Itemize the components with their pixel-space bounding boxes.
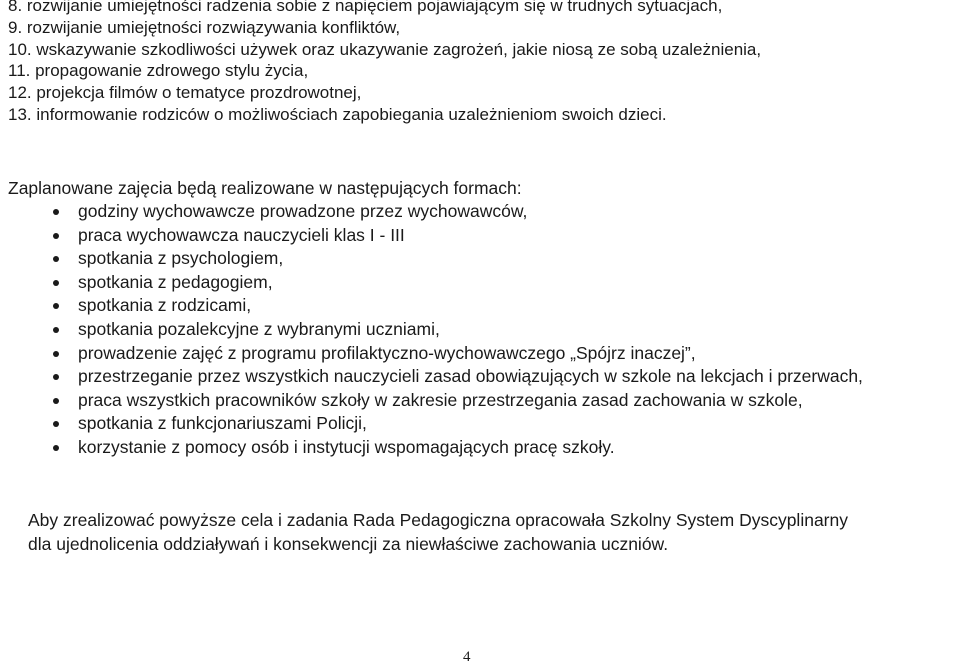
forms-bullet-list: [0, 200, 863, 460]
list-item: 12. projekcja filmów o tematyce prozdrowotnej,: [8, 83, 362, 103]
bullet-icon: [53, 209, 59, 215]
closing-line: Aby zrealizować powyższe cela i zadania Rada Pedagogiczna opracowała Szkolny System Dyscyplinarny: [28, 510, 848, 530]
list-item-text: przestrzeganie przez wszystkich nauczycieli zasad obowiązujących w szkole na lekcjach i przerwach,: [78, 366, 863, 387]
list-item: 8. rozwijanie umiejętności radzenia sobie z napięciem pojawiającym się w trudnych sytuacjach,: [8, 0, 723, 15]
list-item: [0, 412, 863, 436]
list-item-text: spotkania pozalekcyjne z wybranymi uczniami,: [78, 318, 440, 339]
list-item: [0, 318, 863, 342]
bullet-icon: [53, 256, 59, 262]
list-item-text: praca wszystkich pracowników szkoły w zakresie przestrzegania zasad zachowania w szkole,: [78, 389, 803, 410]
list-item: 13. informowanie rodziców o możliwościach zapobiegania uzależnieniom swoich dzieci.: [8, 104, 667, 124]
list-item-text: praca wychowawcza nauczycieli klas I - III: [78, 224, 405, 245]
bullet-icon: [53, 280, 59, 286]
list-item-text: spotkania z funkcjonariuszami Policji,: [78, 413, 367, 434]
closing-paragraph: [28, 508, 848, 556]
list-item: [0, 342, 863, 366]
list-item: 9. rozwijanie umiejętności rozwiązywania konfliktów,: [8, 17, 401, 37]
list-item: [0, 389, 863, 413]
page-number: 4: [463, 649, 471, 665]
list-item-text: spotkania z pedagogiem,: [78, 271, 273, 292]
bullet-icon: [53, 327, 59, 333]
list-item: [0, 365, 863, 389]
bullet-icon: [53, 398, 59, 404]
bullet-icon: [53, 303, 59, 309]
closing-line: dla ujednolicenia oddziaływań i konsekwencji za niewłaściwe zachowania uczniów.: [28, 534, 669, 554]
list-item: [0, 224, 863, 248]
bullet-icon: [53, 351, 59, 357]
list-item: [0, 294, 863, 318]
list-item-text: godziny wychowawcze prowadzone przez wychowawców,: [78, 201, 528, 221]
list-item-text: spotkania z rodzicami,: [78, 295, 252, 316]
bullet-icon: [53, 445, 59, 451]
bullet-icon: [53, 374, 59, 380]
list-item: 11. propagowanie zdrowego stylu życia,: [8, 61, 309, 81]
goals-numbered-list: [8, 0, 761, 126]
bullet-icon: [53, 233, 59, 239]
list-item-text: prowadzenie zajęć z programu profilaktyczno-wychowawczego „Spójrz inaczej”,: [78, 342, 696, 363]
list-item: [0, 200, 863, 224]
list-item: [0, 436, 863, 460]
list-item: 10. wskazywanie szkodliwości używek oraz ukazywanie zagrożeń, jakie niosą ze sobą uzależnienia,: [8, 39, 762, 59]
list-item-text: spotkania z psychologiem,: [78, 248, 284, 269]
list-item: [0, 247, 863, 271]
list-item-text: korzystanie z pomocy osób i instytucji wspomagających pracę szkoły.: [78, 436, 615, 457]
list-item: [0, 271, 863, 295]
forms-intro-paragraph: Zaplanowane zajęcia będą realizowane w następujących formach:: [8, 178, 522, 198]
bullet-icon: [53, 421, 59, 427]
